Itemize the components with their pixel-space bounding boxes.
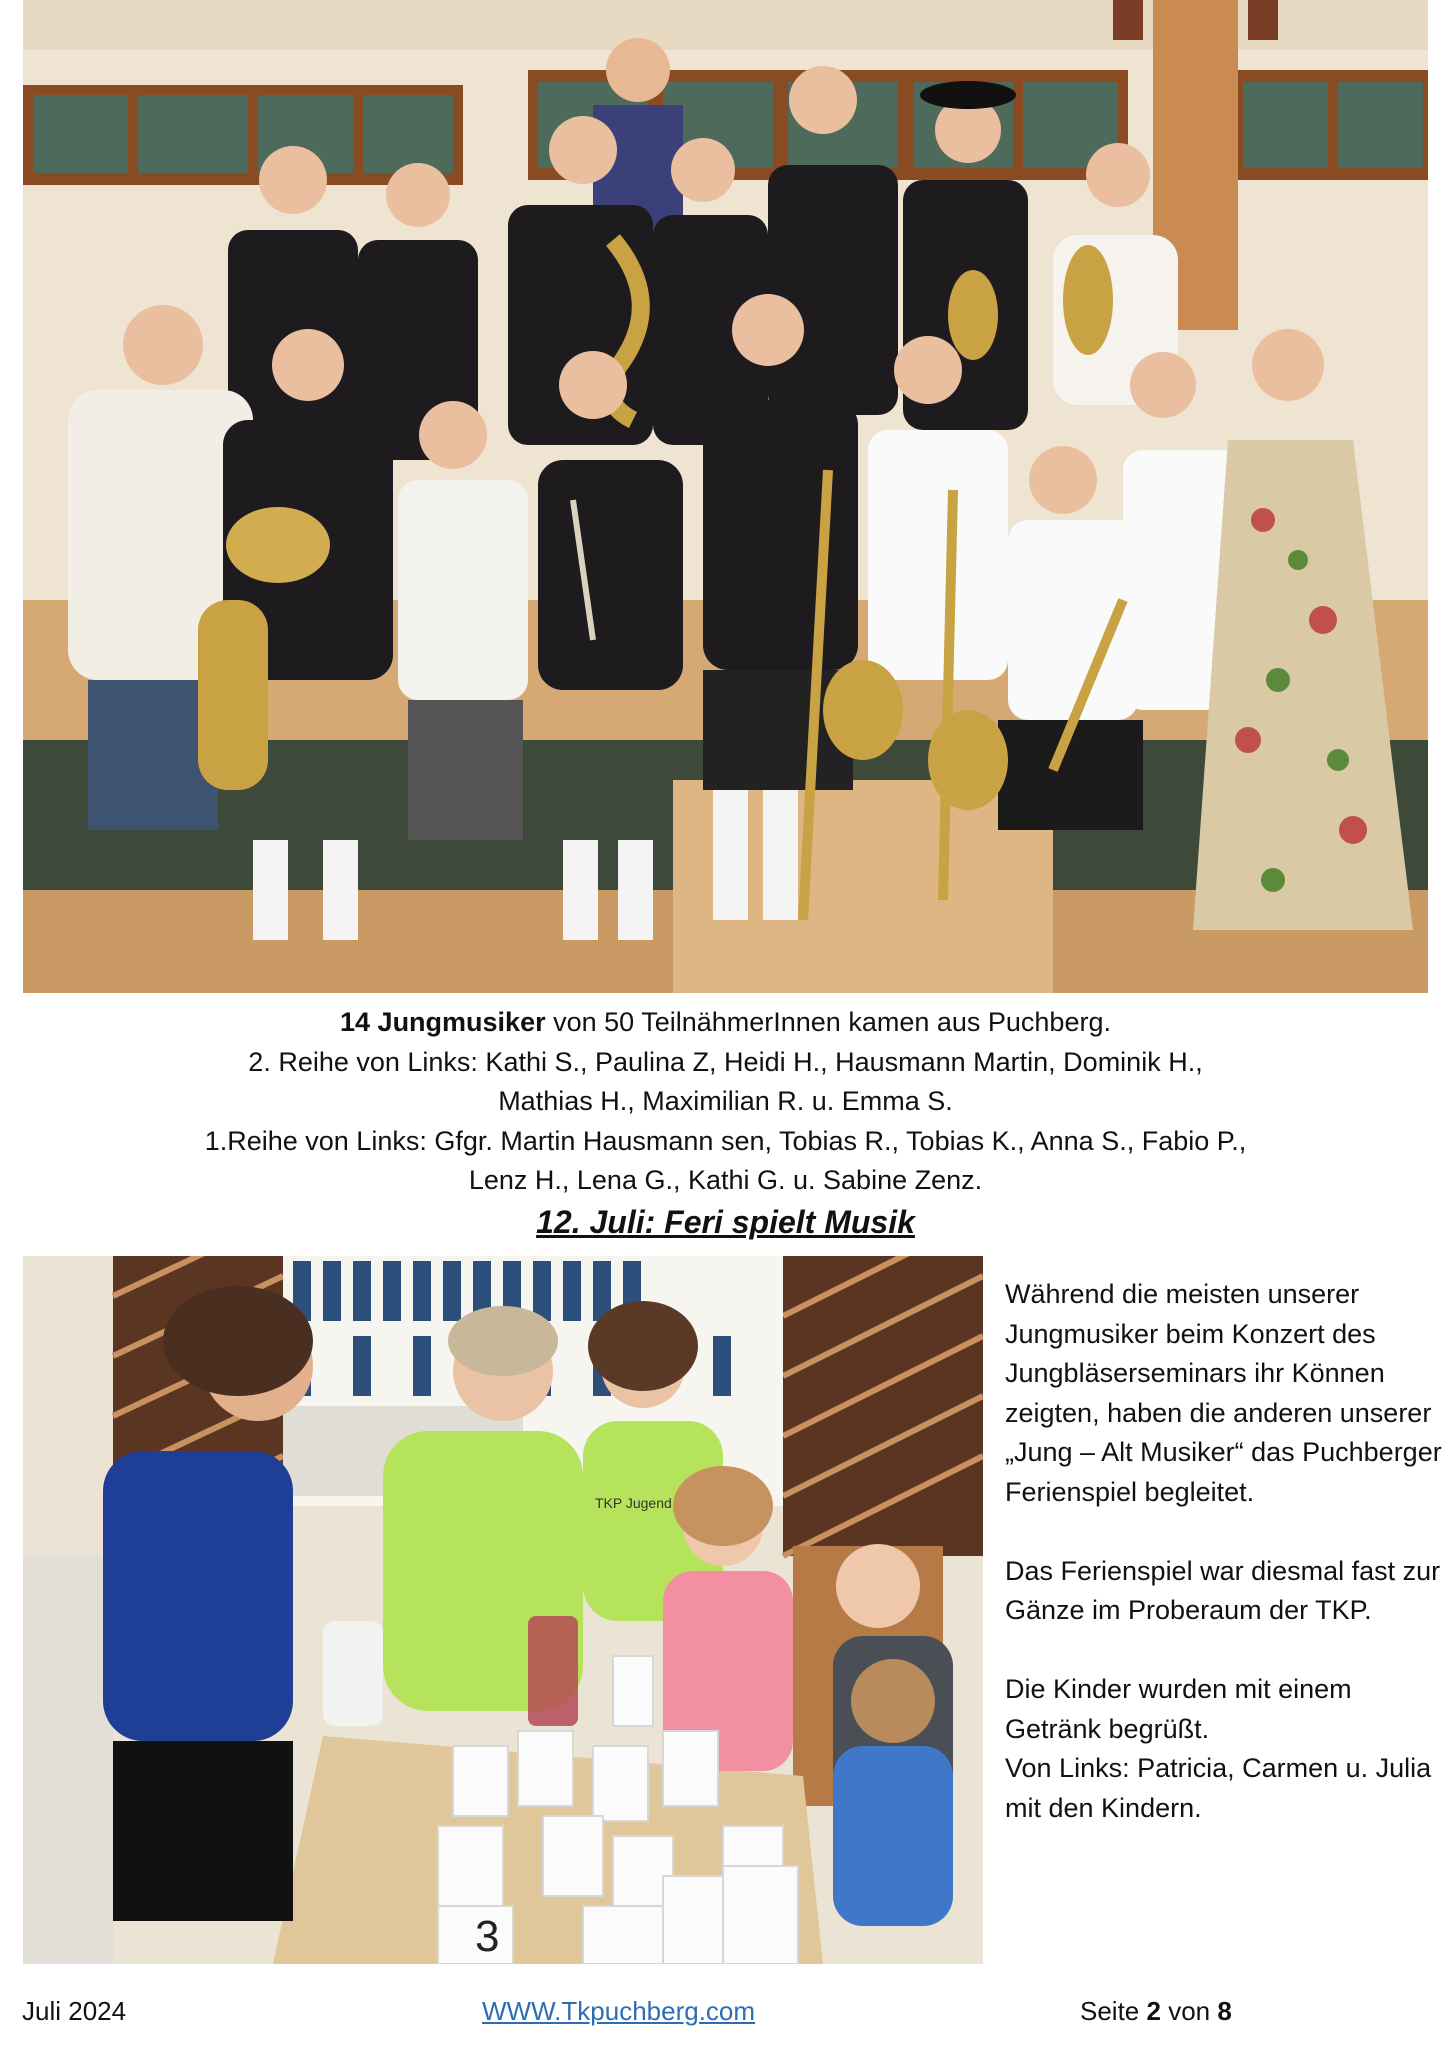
caption-highlight: 14 Jungmusiker [340,1007,546,1037]
caption-line-2: 2. Reihe von Links: Kathi S., Paulina Z, Heidi H., Hausmann Martin, Dominik H., [248,1046,1203,1077]
caption-line-3: Mathias H., Maximilian R. u. Emma S. [498,1086,953,1116]
page-prefix: Seite [1080,1996,1147,2026]
article-paragraph-3 [1005,1670,1445,1828]
article-paragraph-1: Während die meisten unserer Jungmusiker beim Konzert des Jungbläserseminars ihr Können zeigten, haben die anderen unserer „Jung – Alt Musiker“ das Puchberger Ferienspiel begleitet. [1005,1279,1442,1507]
caption-line-4: 1.Reihe von Links: Gfgr. Martin Hausmann sen, Tobias R., Tobias K., Anna S., Fabio P., [204,1125,1247,1156]
group-photo-jungmusiker [23,0,1428,993]
caption-line-1-rest: von 50 TeilnähmerInnen kamen aus Puchberg. [545,1007,1111,1037]
photo-caption [23,1003,1428,1201]
ferienspiel-photo [23,1256,983,1964]
section-heading: 12. Juli: Feri spielt Musik [536,1204,915,1240]
article-text [1005,1275,1445,1828]
greeting-sentence: Die Kinder wurden mit einem Getränk begrüßt. [1005,1674,1352,1744]
caption-line-1 [23,1003,1428,1043]
page-total: 8 [1217,1996,1232,2026]
page-number [1080,1996,1232,2027]
shirt-print-text: TKP Jugend [595,1495,672,1511]
website-link[interactable]: WWW.Tkpuchberg.com [482,1996,756,2026]
cup-number-label: 3 [475,1912,500,1961]
footer-date: Juli 2024 [22,1996,127,2026]
article-paragraph-2: Das Ferienspiel war diesmal fast zur Gänze im Proberaum der TKP. [1005,1555,1441,1625]
page-mid: von [1160,1996,1218,2026]
caption-line-5: Lenz H., Lena G., Kathi G. u. Sabine Zenz. [468,1165,983,1195]
page-footer [0,1996,1452,2036]
photo-credits-sentence: Von Links: Patricia, Carmen u. Julia mit den Kindern. [1005,1753,1432,1823]
page-current: 2 [1146,1996,1161,2026]
